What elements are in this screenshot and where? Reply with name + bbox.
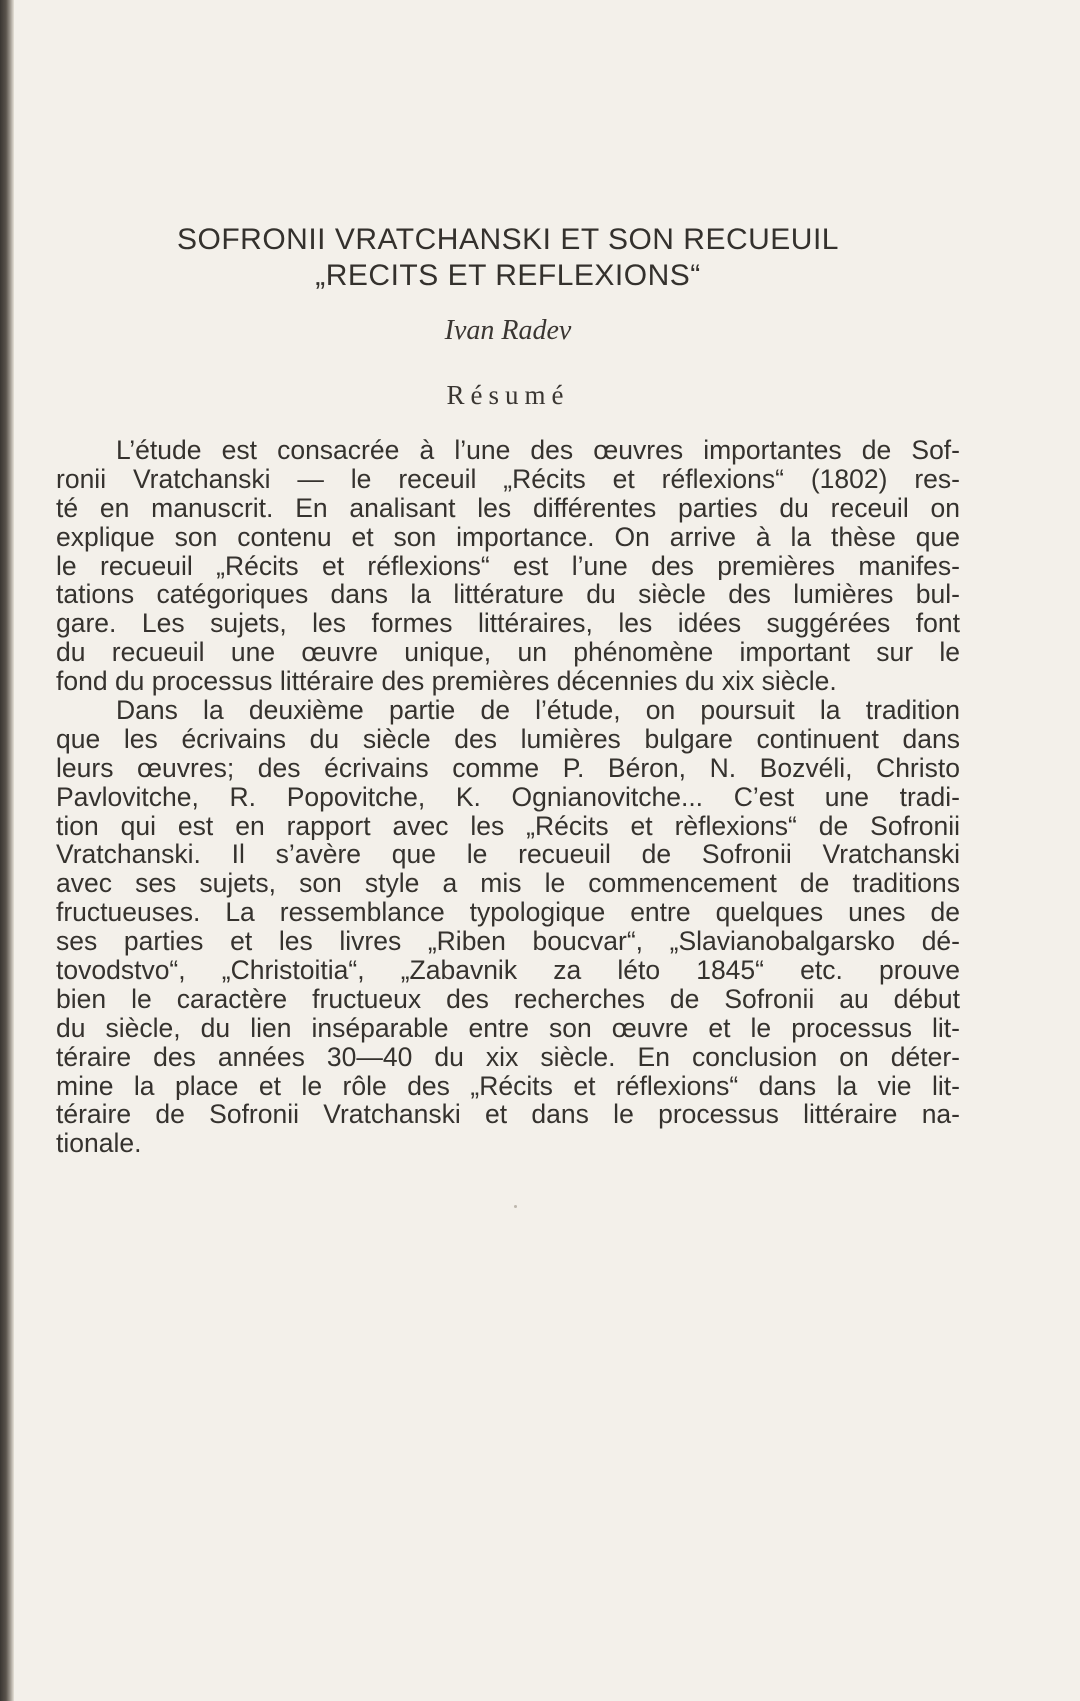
resume-body [56, 436, 960, 1158]
body-line: bien le caractère fructueux des recherches de Sofronii au début [56, 984, 960, 1014]
body-line: du siècle, du lien inséparable entre son œuvre et le processus lit- [56, 1013, 960, 1043]
body-line: ronii Vratchanski — le receuil „Récits et réflexions“ (1802) res- [56, 464, 960, 494]
body-line: tovodstvo“, „Christoitia“, „Zabavnik za léto 1845“ etc. prouve [56, 956, 960, 985]
body-line: leurs œuvres; des écrivains comme P. Béron, N. Bozvéli, Christo [56, 753, 960, 783]
body-line: avec ses sujets, son style a mis le commencement de traditions [56, 869, 960, 899]
resume-heading: Résumé [446, 380, 570, 410]
body-line: explique son contenu et son importance. On arrive à la thèse que [56, 522, 960, 552]
body-line: ses parties et les livres „Riben boucvar“, „Slavianobalgarsko dé- [56, 927, 960, 957]
body-line: tionale. [56, 1129, 142, 1159]
body-line: tations catégoriques dans la littérature du siècle des lumières bul- [56, 580, 960, 610]
body-line: du recueuil une œuvre unique, un phénomène important sur le [56, 638, 960, 668]
body-line: gare. Les sujets, les formes littéraires, les idées suggérées font [56, 609, 960, 639]
body-line: Vratchanski. Il s’avère que le recueuil de Sofronii Vratchanski [56, 840, 960, 870]
body-line: mine la place et le rôle des „Récits et réflexions“ dans la vie lit- [56, 1071, 960, 1101]
body-line: fond du processus littéraire des premières décennies du xix siècle. [56, 667, 837, 697]
paper-speck [514, 1205, 517, 1208]
page-spine-edge [0, 0, 14, 1701]
body-line: téraire des années 30—40 du xix siècle. En conclusion on déter- [56, 1042, 960, 1072]
body-line: té en manuscrit. En analisant les différentes parties du receuil on [56, 493, 960, 523]
body-line: téraire de Sofronii Vratchanski et dans le processus littéraire na- [56, 1100, 960, 1130]
body-line: Dans la deuxième partie de l’étude, on poursuit la tradition [116, 696, 960, 725]
body-line: que les écrivains du siècle des lumières bulgare continuent dans [56, 724, 960, 754]
body-line: le recueuil „Récits et réflexions“ est l’une des premières manifes- [56, 551, 960, 581]
document-page [56, 0, 960, 1701]
article-title-line-2: „RECITS ET REFLEXIONS“ [315, 259, 701, 292]
article-title [56, 222, 960, 294]
body-line: fructueuses. La ressemblance typologique entre quelques unes de [56, 898, 960, 928]
body-line: tion qui est en rapport avec les „Récits et rèflexions“ de Sofronii [56, 811, 960, 841]
article-title-line-1: SOFRONII VRATCHANSKI ET SON RECUEUIL [177, 223, 839, 256]
author-name: Ivan Radev [444, 315, 572, 346]
body-line: L’étude est consacrée à l’une des œuvres importantes de Sof- [116, 436, 960, 465]
body-line: Pavlovitche, R. Popovitche, K. Ognianovitche... C’est une tradi- [56, 782, 960, 812]
